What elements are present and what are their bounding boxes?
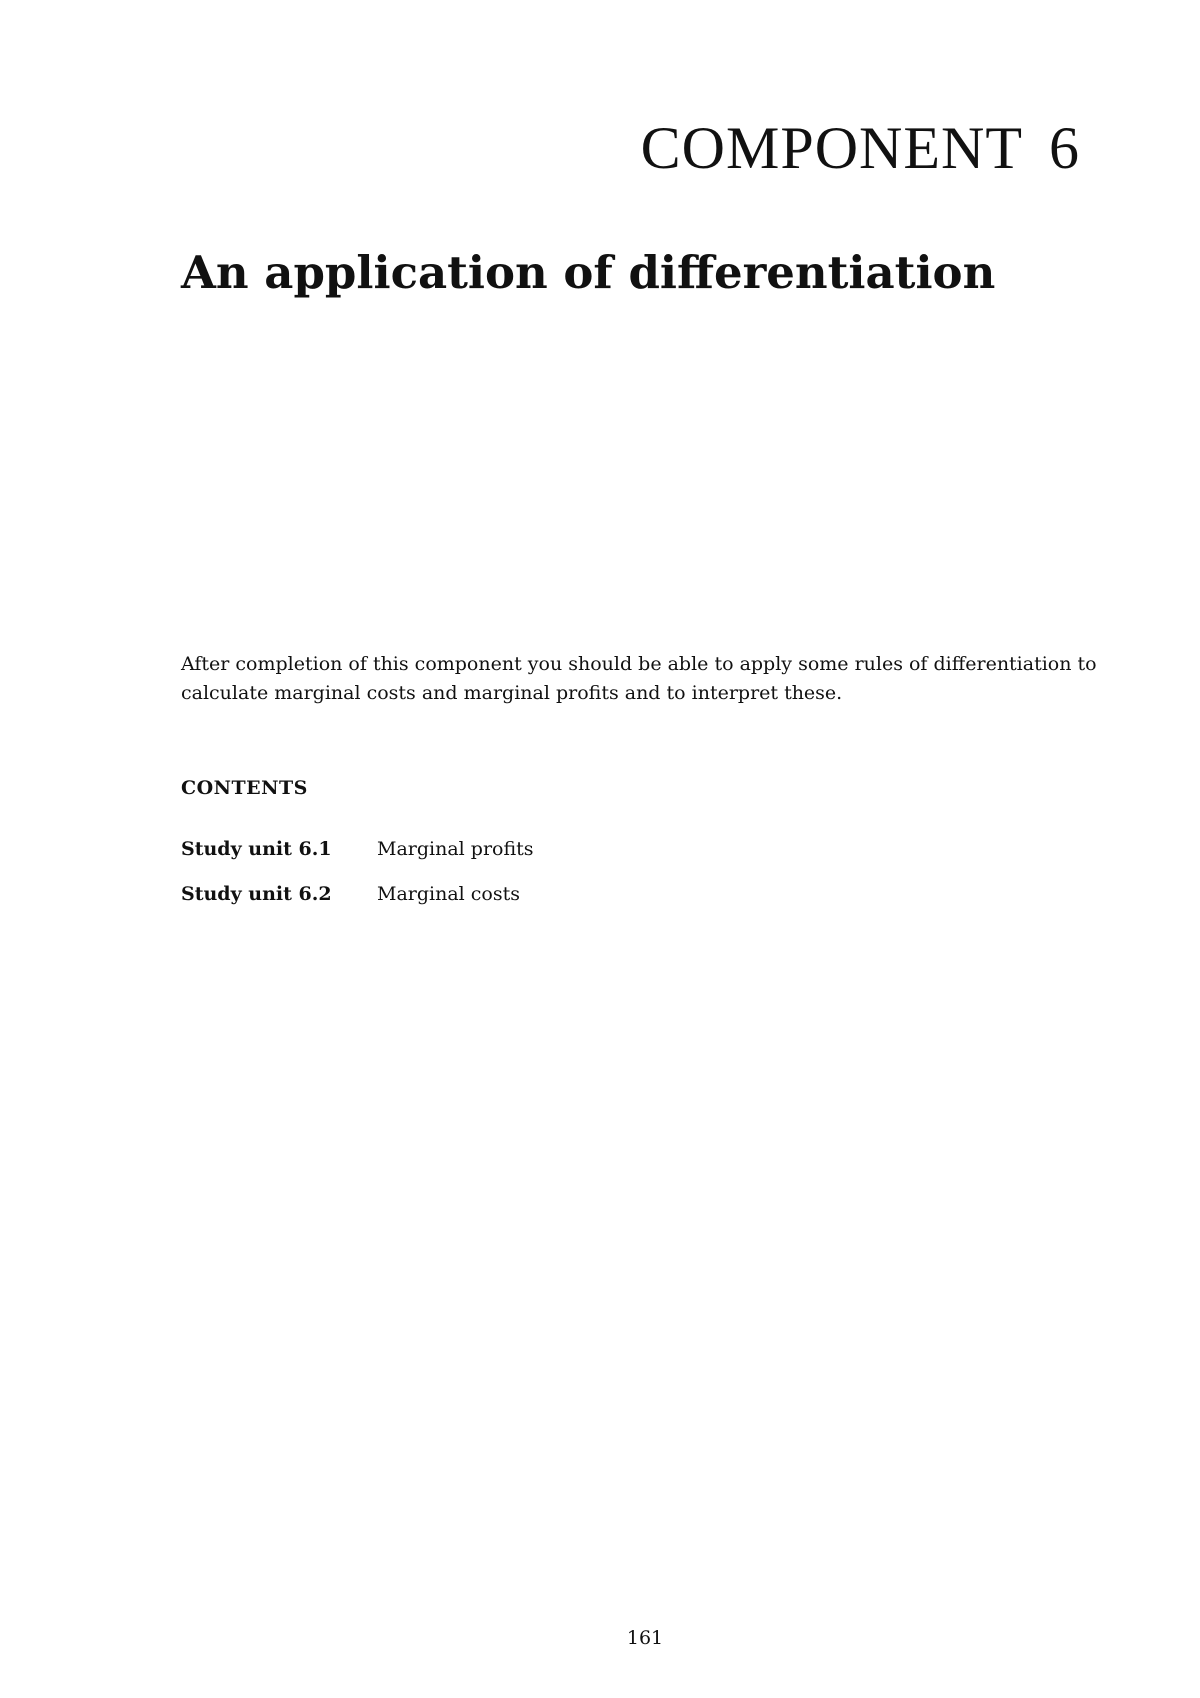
contents-heading: CONTENTS	[181, 777, 308, 799]
study-unit-topic: Marginal profits	[377, 838, 534, 860]
component-label: COMPONENT	[640, 115, 1023, 181]
contents-list	[181, 838, 534, 928]
chapter-title: An application of differentiation	[181, 246, 996, 299]
page-number: 161	[626, 1627, 664, 1649]
contents-item	[181, 838, 534, 883]
component-number: 6	[1049, 115, 1080, 181]
component-heading	[640, 115, 1080, 181]
study-unit-label: Study unit 6.1	[181, 838, 332, 860]
study-unit-label: Study unit 6.2	[181, 883, 332, 905]
study-unit-topic: Marginal costs	[377, 883, 521, 905]
contents-item	[181, 883, 534, 928]
intro-paragraph: After completion of this component you should be able to apply some rules of differentiation to calculate marginal costs and marginal profits and to interpret these.	[181, 653, 1097, 704]
